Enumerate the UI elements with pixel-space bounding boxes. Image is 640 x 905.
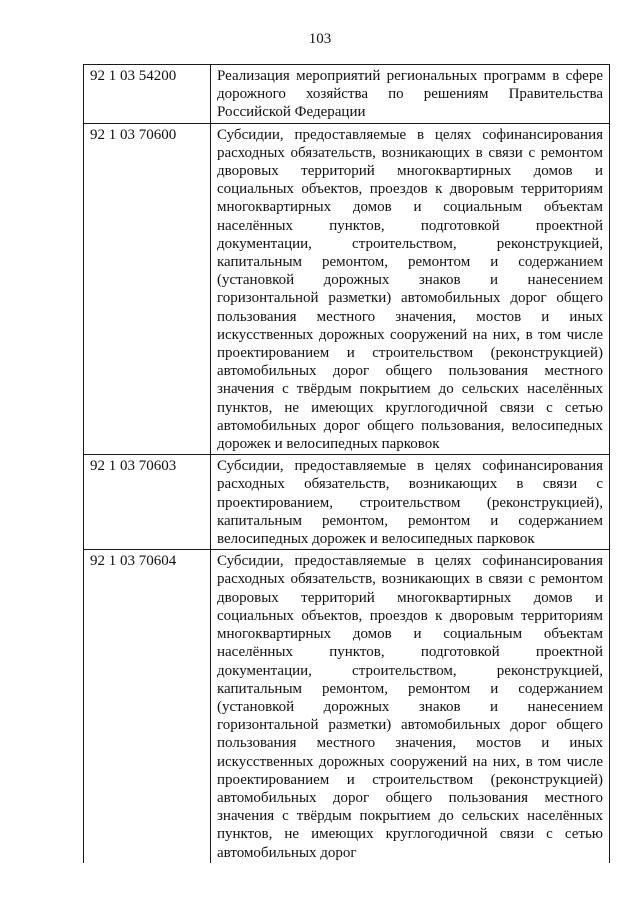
page-number: 103 (308, 31, 332, 47)
row-description: Субсидии, предоставляемые в целях софинансирования расходных обязательств, возникающих в связи с ремонтом дворовых территорий многоквартирных домов и социальных объектов, проездов к дворовым территориям многоквартирных домов и социальным объектам населённых пунктов, подготовкой проектной документации, строительством, реконструкцией, капитальным ремонтом, ремонтом и содержанием (установкой дорожных знаков и нанесением горизонтальной разметки) автомобильных дорог общего пользования местного значения, мостов и иных искусственных дорожных сооружений на них, в том числе проектированием и строительством (реконструкцией) автомобильных дорог общего пользования местного значения с твёрдым покрытием до сельских населённых пунктов, не имеющих круглогодичной связи с сетью автомобильных дорог общего пользования, велосипедных дорожек и велосипедных парковок (211, 123, 610, 455)
row-code: 92 1 03 70600 (84, 123, 211, 455)
row-description: Субсидии, предоставляемые в целях софинансирования расходных обязательств, возникающих в связи с проектированием, строительством (реконструкцией), капитальным ремонтом, ремонтом и содержанием велосипедных дорожек и велосипедных парковок (211, 455, 610, 550)
row-code: 92 1 03 70604 (84, 550, 211, 863)
table-row (84, 65, 610, 124)
table-row (84, 550, 610, 863)
budget-classification-table (83, 64, 610, 863)
row-code: 92 1 03 54200 (84, 65, 211, 124)
row-description: Субсидии, предоставляемые в целях софинансирования расходных обязательств, возникающих в связи с ремонтом дворовых территорий многоквартирных домов и социальных объектов, проездов к дворовым территориям многоквартирных домов и социальным объектам населённых пунктов, подготовкой проектной документации, строительством, реконструкцией, капитальным ремонтом, ремонтом и содержанием (установкой дорожных знаков и нанесением горизонтальной разметки) автомобильных дорог общего пользования местного значения, мостов и иных искусственных дорожных сооружений на них, в том числе проектированием и строительством (реконструкцией) автомобильных дорог общего пользования местного значения с твёрдым покрытием до сельских населённых пунктов, не имеющих круглогодичной связи с сетью автомобильных дорог (211, 550, 610, 863)
row-description: Реализация мероприятий региональных программ в сфере дорожного хозяйства по решениям Правительства Российской Федерации (211, 65, 610, 124)
row-code: 92 1 03 70603 (84, 455, 211, 550)
table-row (84, 123, 610, 455)
table-row (84, 455, 610, 550)
